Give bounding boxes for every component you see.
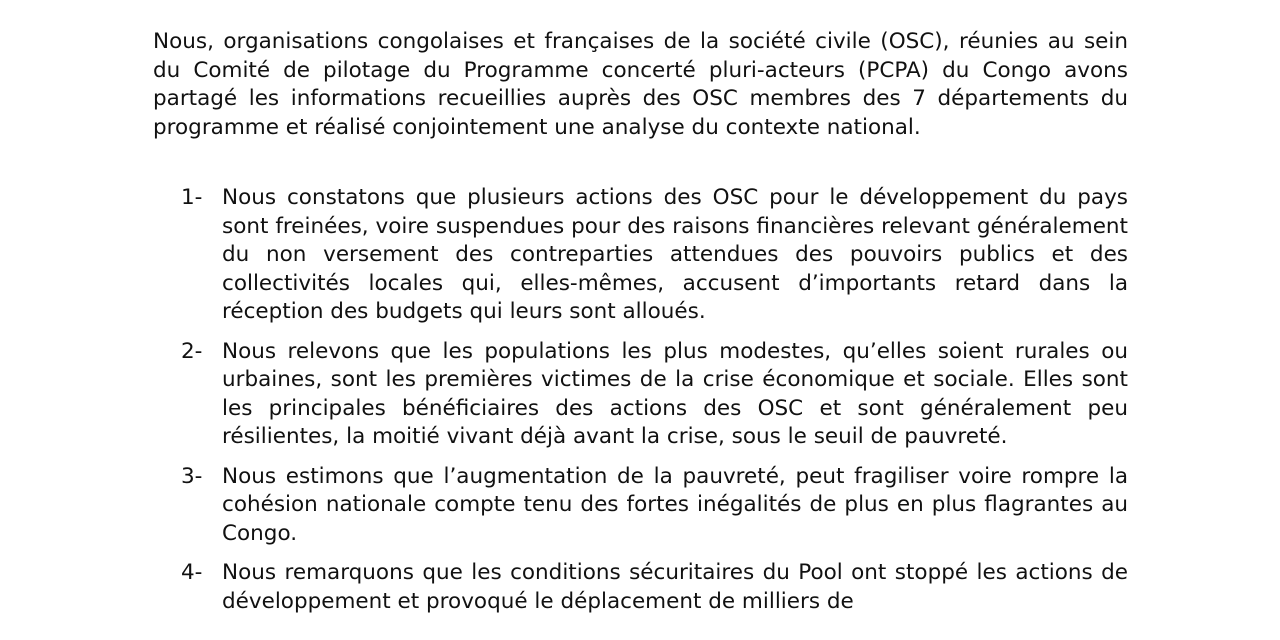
list-item-text: Nous constatons que plusieurs actions des OSC pour le développement du pays sont freinées, voire suspendues pour des raisons financières relevant généralement du non versement des contreparties attendues des pouvoirs publics et des collectivités locales qui, elles-mêmes, accusent d’importants retard dans la réception des budgets qui leurs sont alloués. — [222, 185, 1128, 325]
list-item — [181, 184, 1128, 327]
numbered-list — [181, 184, 1128, 627]
list-item-number: 4- — [181, 559, 203, 585]
list-item — [181, 463, 1128, 549]
list-item-number: 2- — [181, 338, 203, 364]
list-item-text: Nous estimons que l’augmentation de la pauvreté, peut fragiliser voire rompre la cohésion nationale compte tenu des fortes inégalités de plus en plus flagrantes au Congo. — [222, 463, 1128, 546]
list-item — [181, 559, 1128, 616]
list-item-number: 3- — [181, 463, 203, 489]
intro-paragraph: Nous, organisations congolaises et françaises de la société civile (OSC), réunies au sein du Comité de pilotage du Programme concerté pluri-acteurs (PCPA) du Congo avons partagé les informations recueillies auprès des OSC membres des 7 départements du programme et réalisé conjointement une analyse du contexte national. — [153, 29, 1128, 140]
list-item-text: Nous relevons que les populations les plus modestes, qu’elles soient rurales ou urbaines, sont les premières victimes de la crise économique et sociale. Elles sont les principales bénéficiaires des actions des OSC et sont généralement peu résilientes, la moitié vivant déjà avant la crise, sous le seuil de pauvreté. — [222, 338, 1128, 450]
list-item-text: Nous remarquons que les conditions sécuritaires du Pool ont stoppé les actions de développement et provoqué le déplacement de milliers de — [222, 559, 1128, 614]
list-item-number: 1- — [181, 185, 203, 210]
list-item — [181, 338, 1128, 452]
